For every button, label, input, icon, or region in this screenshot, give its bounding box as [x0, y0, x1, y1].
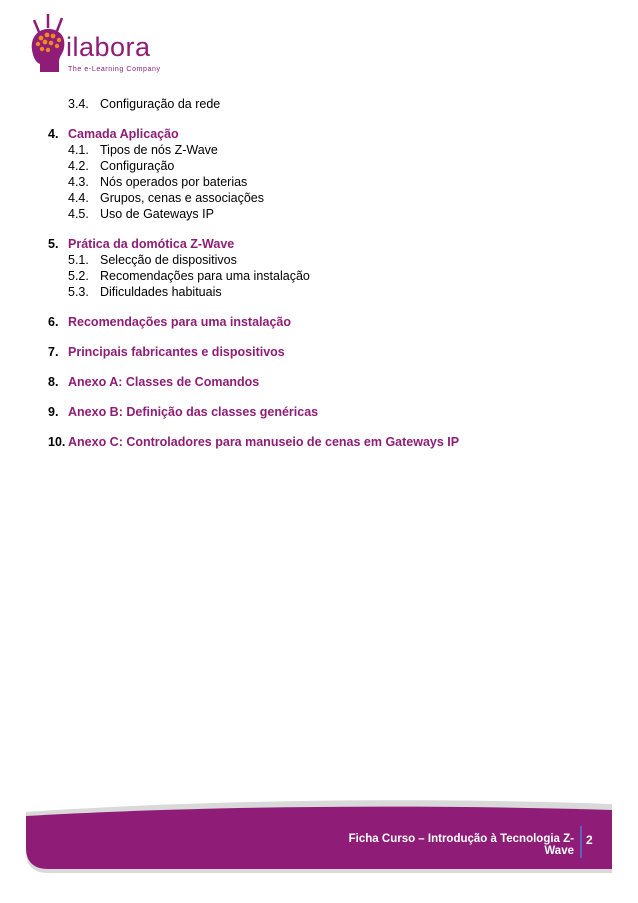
toc-item: 4.1. Tipos de nós Z-Wave [68, 143, 218, 157]
toc-item: 5.3. Dificuldades habituais [68, 285, 222, 299]
toc-item: 4.2. Configuração [68, 159, 175, 173]
toc-section-8: 8. Anexo A: Classes de Comandos [48, 375, 260, 389]
page-number: 2 [586, 833, 593, 847]
logo-name: ilabora [66, 32, 151, 62]
toc-section-7: 7. Principais fabricantes e dispositivos [48, 345, 285, 359]
toc-item: 4.4. Grupos, cenas e associações [68, 191, 264, 205]
toc-item: 3.4. Configuração da rede [68, 97, 221, 111]
footer-course-title: Ficha Curso – Introdução à Tecnologia Z-Wave [348, 833, 574, 857]
toc-item: 4.3. Nós operados por baterias [68, 175, 248, 189]
toc-section-9: 9. Anexo B: Definição das classes genéricas [48, 405, 319, 419]
logo-tagline: The e-Learning Company [68, 66, 161, 73]
toc-item: 5.2. Recomendações para uma instalação [68, 269, 310, 283]
toc-item: 5.1. Selecção de dispositivos [68, 253, 237, 267]
toc-section-4: 4. Camada Aplicação [48, 127, 179, 141]
toc-section-10: 10. Anexo C: Controladores para manuseio de cenas em Gateways IP [48, 435, 460, 449]
toc-section-6: 6. Recomendações para uma instalação [48, 315, 292, 329]
toc-item: 4.5. Uso de Gateways IP [68, 207, 214, 221]
toc-section-5: 5. Prática da domótica Z-Wave [48, 237, 235, 251]
